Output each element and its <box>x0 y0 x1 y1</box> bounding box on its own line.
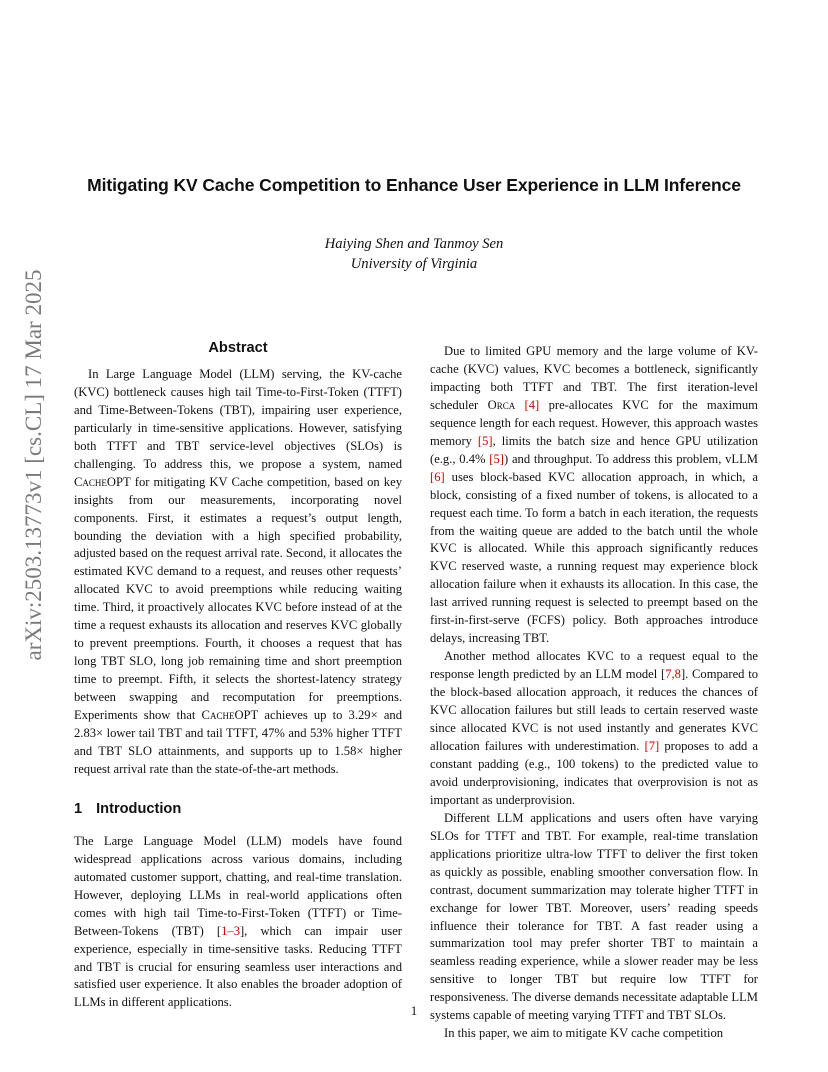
citation-link[interactable]: [5] <box>477 433 493 448</box>
body-text: proposes to add a constant padding (e.g., 100 tokens) to the predicted value to avoid underprovisioning, indicates that overprovision is not as important as underprovision. <box>430 738 758 807</box>
section-title: Introduction <box>96 800 182 817</box>
left-column <box>74 340 402 1012</box>
paper-title: Mitigating KV Cache Competition to Enhance User Experience in LLM Inference <box>87 175 741 195</box>
abstract-text-3: achieves up to 3.29× and 2.83× lower tail TBT and tail TTFT, 47% and 53% higher TTFT and TBT SLO attainments, and supports up to 1.58× higher request arrival rate than the state-of-the-art methods. <box>74 708 403 776</box>
body-text: ) and throughput. To address this problem, vLLM <box>503 451 758 466</box>
arxiv-identifier-text: arXiv:2503.13773v1 [cs.CL] 17 Mar 2025 <box>21 269 46 661</box>
body-text: Another method allocates KVC to a request equal to the response length predicted by an LLM model [ <box>430 649 758 682</box>
intro-paragraph <box>74 833 402 1013</box>
body-text: uses block-based KVC allocation approach, in which, a block, consisting of a fixed number of tokens, is allocated to a request each time. To form a batch in each iteration, the requests from the waiting queue are added to the batch until the whole KVC is allocated. While this approach significantly reduces KVC reserved waste, a running request may experience block allocation failure when it exhausts its allocation. In this case, the last arrived running request is selected to preempt based on the first-in-first-serve (FCFS) policy. Both approaches introduce delays, increasing TBT. <box>430 469 758 646</box>
system-name: CacheOPT <box>74 474 131 489</box>
abstract-heading: Abstract <box>208 340 268 356</box>
body-text: , limits the batch size and hence GPU utilization (e.g., 0.4% <box>430 433 758 466</box>
section-heading-introduction <box>74 801 402 819</box>
section-number: 1 <box>74 800 83 817</box>
citation-link[interactable]: 1–3 <box>221 923 240 938</box>
arxiv-identifier <box>14 269 54 661</box>
intro-text-1: The Large Language Model (LLM) models have found widespread applications across various domains, including automated customer support, chatting, and real-time translation. However, deploying LLMs in real-world applications often comes with high tail Time-to-First-Token (TTFT) or Time-Between-Tokens (TBT) [ <box>74 833 402 938</box>
abstract-text-1: In Large Language Model (LLM) serving, the KV-cache (KVC) bottleneck causes high tail Time-to-First-Token (TTFT) and Time-Between-Tokens (TBT), impairing user experience, particularly in time-sensitive applications. However, satisfying both TTFT and TBT service-level objectives (SLOs) is challenging. To address this, we propose a system, named <box>74 366 402 471</box>
system-name: CacheOPT <box>201 708 259 723</box>
body-paragraph <box>430 648 758 810</box>
citation-link[interactable]: [5] <box>489 451 504 466</box>
right-column <box>430 343 758 1043</box>
body-paragraph <box>430 343 758 648</box>
orca-name: Orca <box>487 397 516 412</box>
page-number: 1 <box>410 1003 418 1018</box>
body-text: Due to limited GPU memory and the large volume of KV-cache (KVC) values, KVC becomes a bottleneck, significantly impacting both TTFT and TBT. The first iteration-level scheduler <box>430 344 758 412</box>
body-paragraph: Different LLM applications and users often have varying SLOs for TTFT and TBT. For example, real-time translation applications prioritize ultra-low TTFT to deliver the first token as quickly as possible, enabling smoother conversation flow. In contrast, document summarization may tolerate higher TTFT in exchange for lower TBT. Moreover, users’ reading speeds influence their tolerance for TBT. A fast reader using a summarization tool may prefer shorter TBT to maintain a seamless reading experience, while a slower reader may be less sensitive to longer TBT but require low TTFT for responsiveness. The diverse demands necessitate adaptable LLM systems capable of meeting varying TTFT and TBT SLOs. <box>430 810 758 1023</box>
abstract-paragraph <box>74 366 402 779</box>
abstract-text-2: for mitigating KV Cache competition, based on key insights from our measurements, incorporating novel components. First, it estimates a request’s output length, bounding the deviation with a high specified probability, adjusted based on the request arrival rate. Second, it allocates the estimated KVC demand to a request, and reuses other requests’ allocated KVC to avoid preemptions while reducing waiting time. Third, it proactively allocates KVC before instead of at the time a request exhausts its allocation and reserves KVC globally to prevent preemptions. Fourth, it chooses a request that has long TBT SLO, long job remaining time and short preemption time to preempt. Fifth, it selects the shortest-latency strategy between swapping and recomputation for preemptions. Experiments show that <box>74 474 403 723</box>
citation-link[interactable]: [4] <box>524 397 540 412</box>
citation-link[interactable]: [6] <box>430 469 445 484</box>
citation-link[interactable]: [7] <box>644 738 660 753</box>
intro-text-2: ], which can impair user experience, especially in time-sensitive tasks. Reducing TTFT and TBT is crucial for ensuring seamless user interactions and satisfied user experience. It also enables the broader adoption of LLMs in different applications. <box>74 923 402 1010</box>
author-affiliation: University of Virginia <box>350 256 478 272</box>
author-names: Haiying Shen and Tanmoy Sen <box>324 236 504 252</box>
citation-link[interactable]: 7,8 <box>665 667 681 682</box>
author-block <box>114 234 714 274</box>
body-text: ]. Compared to the block-based allocation approach, it reduces the chances of KVC allocation failures but still leads to certain reserved waste since allocated KVC is not used instantly and generates KVC allocation failures with underestimation. <box>430 667 758 753</box>
body-text: pre-allocates KVC for the maximum sequence length for each request. However, this approach wastes memory <box>430 397 758 448</box>
body-paragraph: In this paper, we aim to mitigate KV cache competition <box>444 1026 724 1041</box>
